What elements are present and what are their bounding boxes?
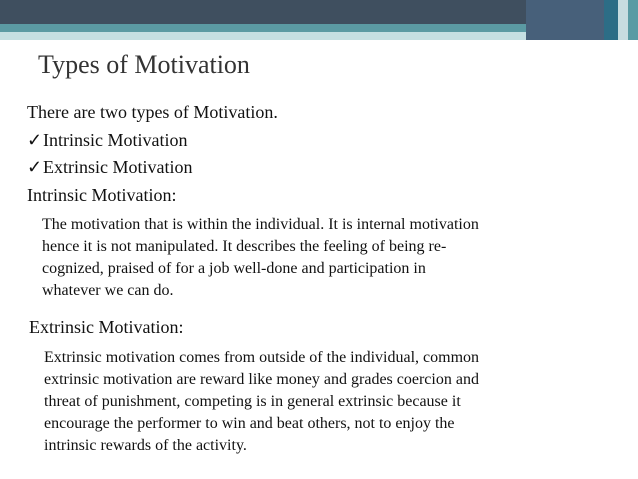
slide-title: Types of Motivation (38, 50, 250, 79)
paragraph-line: whatever we can do. (42, 282, 174, 299)
paragraph-line: intrinsic rewards of the activity. (44, 437, 247, 454)
paragraph-line: hence it is not manipulated. It describes the feeling of being re- (42, 238, 447, 255)
paragraph-line: The motivation that is within the individual. It is internal motivation (42, 216, 479, 233)
extrinsic-heading: Extrinsic Motivation: (29, 317, 184, 337)
corner-block (618, 0, 628, 40)
list-item-intrinsic (27, 129, 187, 151)
intro-text: There are two types of Motivation. (27, 102, 278, 122)
corner-block (628, 0, 638, 40)
paragraph-line: extrinsic motivation are reward like money and grades coercion and (44, 371, 479, 388)
header-decoration (0, 0, 638, 42)
checkmark-icon: ✓ (27, 130, 43, 150)
header-corner-blocks (526, 0, 638, 40)
paragraph-line: encourage the performer to win and beat others, not to enjoy the (44, 415, 455, 432)
corner-block (526, 0, 604, 40)
paragraph-line: Extrinsic motivation comes from outside of the individual, common (44, 349, 480, 366)
list-item-label: Intrinsic Motivation (43, 130, 188, 150)
list-item-label: Extrinsic Motivation (43, 157, 193, 177)
corner-block (604, 0, 618, 40)
intrinsic-paragraph (42, 214, 592, 302)
extrinsic-paragraph (44, 347, 604, 457)
intrinsic-heading: Intrinsic Motivation: (27, 185, 177, 205)
checkmark-icon: ✓ (27, 157, 43, 177)
paragraph-line: cognized, praised of for a job well-done and participation in (42, 260, 426, 277)
list-item-extrinsic (27, 156, 192, 178)
paragraph-line: threat of punishment, competing is in general extrinsic because it (44, 393, 461, 410)
